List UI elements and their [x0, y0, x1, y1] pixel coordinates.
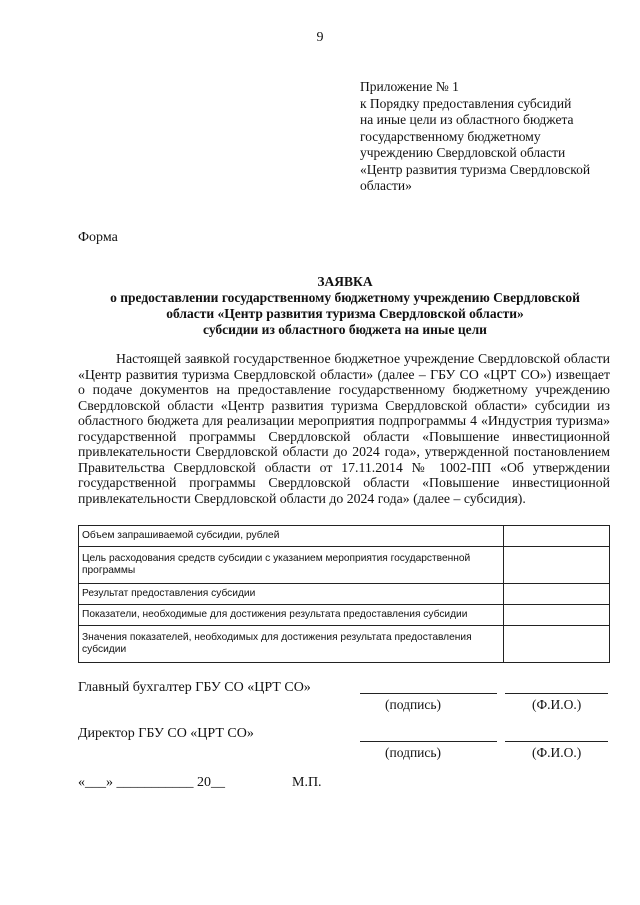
date-day[interactable]: «___» — [78, 775, 113, 790]
table-row — [79, 604, 610, 625]
table-cell-value[interactable] — [504, 625, 610, 662]
appendix-line: учреждению Свердловской области — [360, 145, 566, 160]
director-name-line[interactable] — [505, 741, 608, 742]
table-cell-value[interactable] — [504, 604, 610, 625]
table-cell-label: Цель расходования средств субсидии с указанием мероприятия государственной программы — [79, 546, 504, 583]
body-paragraph-block — [78, 351, 610, 506]
date-month[interactable]: ___________ — [116, 775, 194, 790]
body-paragraph: Настоящей заявкой государственное бюджетное учреждение Свердловской области «Центр развития туризма Свердловской области» (далее – ГБУ СО «ЦРТ СО») извещает о подаче документов на предоставление государственному бюджетному учреждению Свердловской области «Центр развития туризма Свердловской области» субсидии из областного бюджета для реализации мероприятия подпрограммы 4 «Индустрия туризма» государственной программы Свердловской области «Повышение инвестиционной привлекательности Свердловской области до 2024 года», утвержденной постановлением Правительства Свердловской области от 17.11.2014 № 1002-ПП «Об утверждении государственной программы Свердловской области «Повышение инвестиционной привлекательности Свердловской области до 2024 года» (далее – субсидия). — [78, 351, 610, 506]
title-line: субсидии из областного бюджета на иные цели — [203, 322, 487, 337]
appendix-line: «Центр развития туризма Свердловской — [360, 161, 591, 177]
table-row — [79, 546, 610, 583]
table-cell-label: Результат предоставления субсидии — [79, 584, 504, 605]
accountant-signature-caption: (подпись) — [385, 697, 442, 712]
director-title: Директор ГБУ СО «ЦРТ СО» — [78, 726, 254, 741]
director-name-caption: (Ф.И.О.) — [532, 745, 582, 760]
table-row — [79, 526, 610, 547]
date-line — [78, 775, 225, 791]
appendix-line: к Порядку предоставления субсидий — [360, 95, 572, 111]
accountant-name-caption: (Ф.И.О.) — [532, 697, 582, 712]
table-cell-label: Показатели, необходимые для достижения результата предоставления субсидии — [79, 604, 504, 625]
stamp-label: М.П. — [292, 775, 322, 790]
table-row — [79, 584, 610, 605]
accountant-signature-line[interactable] — [360, 693, 497, 694]
appendix-line: Приложение № 1 — [360, 79, 459, 94]
table-cell-label: Значения показателей, необходимых для достижения результата предоставления субсидии — [79, 625, 504, 662]
table-row — [79, 625, 610, 662]
appendix-line: на иные цели из областного бюджета — [360, 112, 574, 127]
request-table — [78, 525, 610, 663]
table-cell-label: Объем запрашиваемой субсидии, рублей — [79, 526, 504, 547]
title-heading: ЗАЯВКА — [317, 274, 373, 289]
table-cell-value[interactable] — [504, 546, 610, 583]
table-cell-value[interactable] — [504, 526, 610, 547]
date-year[interactable]: 20__ — [197, 775, 225, 790]
title-line: о предоставлении государственному бюджетному учреждению Свердловской — [110, 290, 580, 305]
director-signature-caption: (подпись) — [385, 745, 442, 760]
page-number: 9 — [316, 30, 324, 45]
form-label: Форма — [78, 230, 118, 245]
director-signature-line[interactable] — [360, 741, 497, 742]
appendix-note — [360, 79, 630, 195]
appendix-line: области» — [360, 178, 412, 193]
document-title — [70, 274, 620, 338]
accountant-name-line[interactable] — [505, 693, 608, 694]
title-line: области «Центр развития туризма Свердловской области» — [166, 306, 524, 321]
table-cell-value[interactable] — [504, 584, 610, 605]
accountant-title: Главный бухгалтер ГБУ СО «ЦРТ СО» — [78, 680, 311, 695]
appendix-line: государственному бюджетному — [360, 128, 541, 144]
